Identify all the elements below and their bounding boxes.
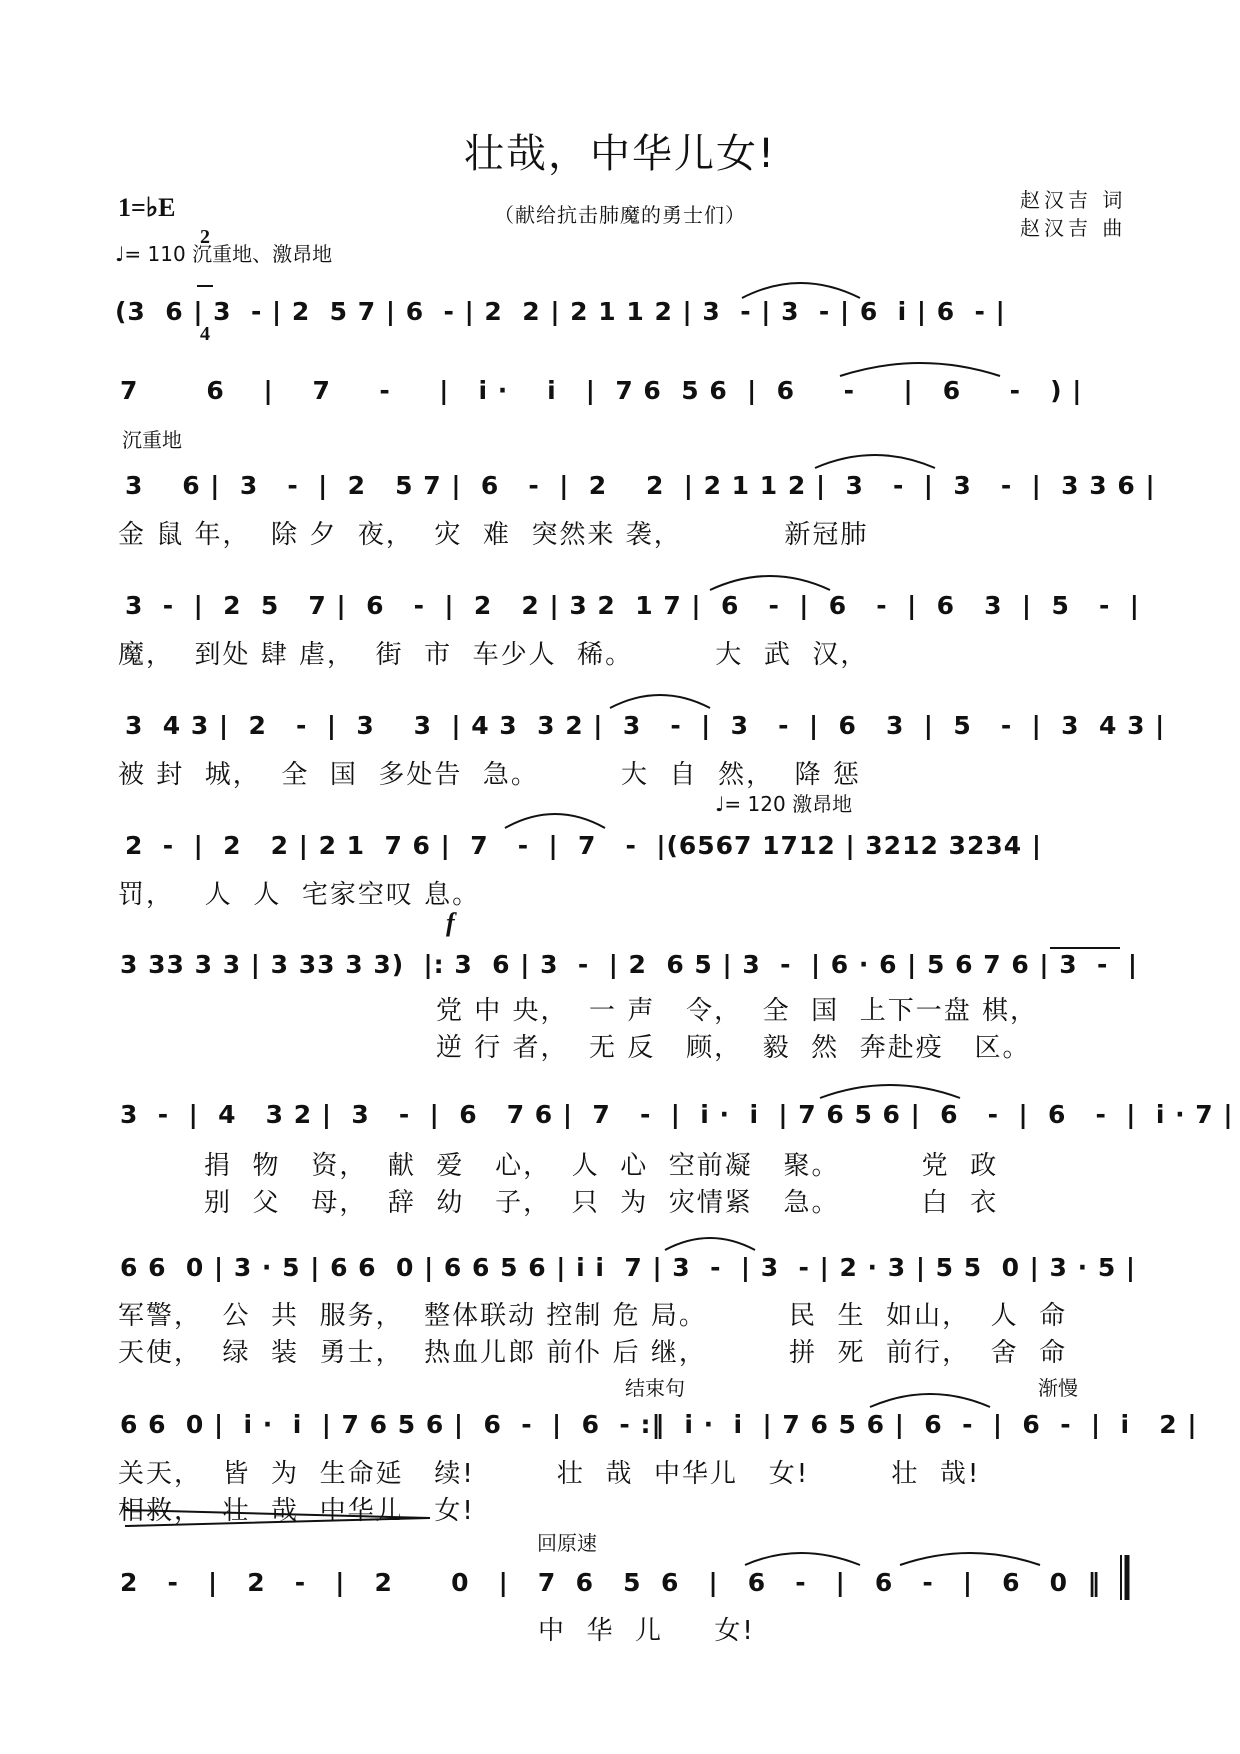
lyrics-line-7-verse-2: 逆 行 者， 无 反 顾， 毅 然 奔赴疫 区。 (436, 1033, 1031, 1063)
lyrics-line-11: 中 华 儿 女! (538, 1616, 755, 1646)
song-subtitle: （献给抗击肺魔的勇士们） (494, 203, 746, 227)
song-title: 壮哉，中华儿女! (463, 131, 777, 177)
score-line-3: 3 6 | 3 - | 2 5 7 | 6 - | 2 2 | 2 1 1 2 | 3 - | 3 - | 3 3 6 | (125, 471, 1156, 500)
tie-arc (820, 1085, 960, 1098)
key-signature: 1=♭E (118, 193, 176, 222)
tie-arc (710, 576, 830, 590)
tie-arc (610, 695, 710, 708)
score-line-6: 2 - | 2 2 | 2 1 7 6 | 7 - | 7 - |(6567 1712 | 3212 3234 | (125, 831, 1042, 860)
score-line-8: 3 - | 4 3 2 | 3 - | 6 7 6 | 7 - | i · i | 7 6 5 6 | 6 - | 6 - | i · 7 | (120, 1100, 1234, 1129)
composer-credit: 赵汉吉 曲 (1020, 216, 1127, 240)
tempo-marking: ♩= 110 沉重地、激昂地 (115, 242, 333, 266)
tie-arc (745, 1553, 860, 1565)
time-signature-bottom: 4 (200, 323, 210, 345)
lyrics-line-8-verse-2: 别 父 母， 辞 幼 子， 只 为 灾情紧 急。 白 衣 (204, 1188, 999, 1218)
tie-arc (742, 283, 860, 298)
lyrics-line-10-verse-2: 相救， 壮 哉 中华儿 女! (118, 1496, 475, 1526)
tempo-marking-2: ♩= 120 激昂地 (715, 792, 853, 816)
expression-mark-ritardando: 渐慢 (1038, 1376, 1078, 1400)
score-line-2: 7 6 | 7 - | i · i | 7 6 5 6 | 6 - | 6 - ) | (120, 376, 1083, 405)
tie-arc (815, 455, 935, 468)
score-line-7: 3 33 3 3 | 3 33 3 3) |: 3 6 | 3 - | 2 6 5 | 3 - | 6 · 6 | 5 6 7 6 | 3 - | (120, 950, 1138, 979)
score-line-1: (3 6 | 3 - | 2 5 7 | 6 - | 2 2 | 2 1 1 2 | 3 - | 3 - | 6 i | 6 - | (115, 297, 1006, 326)
dynamic-forte: f (446, 908, 455, 937)
lyrics-line-3: 金 鼠 年， 除 夕 夜， 灾 难 突然来 袭， 新冠肺 (118, 520, 869, 550)
score-line-4: 3 - | 2 5 7 | 6 - | 2 2 | 3 2 1 7 | 6 - | 6 - | 6 3 | 5 - | (125, 591, 1140, 620)
tie-arc (900, 1553, 1040, 1565)
lyrics-line-6: 罚， 人 人 宅家空叹 息。 (118, 880, 481, 910)
expression-mark-a-tempo: 回原速 (537, 1531, 597, 1555)
hairpin (125, 1510, 430, 1526)
score-line-11: 2 - | 2 - | 2 0 | 7 6 5 6 | 6 - | 6 - | 6 0 ‖ (120, 1568, 1101, 1597)
lyrics-line-4: 魔， 到处 肆 虐， 街 市 车少人 稀。 大 武 汉， (118, 640, 869, 670)
tie-arc (505, 814, 605, 828)
lyrics-line-9-verse-2: 天使， 绿 装 勇士， 热血儿郎 前仆 后 继， 拼 死 前行， 舍 命 (118, 1338, 1068, 1368)
lyrics-line-8-verse-1: 捐 物 资， 献 爱 心， 人 心 空前凝 聚。 党 政 (204, 1151, 999, 1181)
lyrics-line-9-verse-1: 军警， 公 共 服务， 整体联动 控制 危 局。 民 生 如山， 人 命 (118, 1301, 1068, 1331)
score-line-10: 6 6 0 | i · i | 7 6 5 6 | 6 - | 6 - :‖ i · i | 7 6 5 6 | 6 - | 6 - | i 2 | (120, 1410, 1198, 1439)
lyrics-line-10-verse-1: 关天， 皆 为 生命延 续! 壮 哉 中华儿 女! 壮 哉! (118, 1459, 981, 1489)
lyricist-credit: 赵汉吉 词 (1020, 188, 1127, 212)
score-line-9: 6 6 0 | 3 · 5 | 6 6 0 | 6 6 5 6 | i i 7 | 3 - | 3 - | 2 · 3 | 5 5 0 | 3 · 5 | (120, 1253, 1137, 1282)
score-line-5: 3 4 3 | 2 - | 3 3 | 4 3 3 2 | 3 - | 3 - | 6 3 | 5 - | 3 4 3 | (125, 711, 1166, 740)
expression-mark-chenzhong: 沉重地 (122, 428, 182, 452)
tie-arc (870, 1394, 990, 1407)
tie-arc (840, 363, 1000, 376)
expression-mark-ending: 结束句 (625, 1376, 685, 1400)
lyrics-line-7-verse-1: 党 中 央， 一 声 令， 全 国 上下一盘 棋， (436, 996, 1038, 1026)
lyrics-line-5: 被 封 城， 全 国 多处告 急。 大 自 然， 降 惩 (118, 760, 861, 790)
time-signature-top: 2 (200, 226, 210, 248)
tie-arc (665, 1238, 755, 1250)
